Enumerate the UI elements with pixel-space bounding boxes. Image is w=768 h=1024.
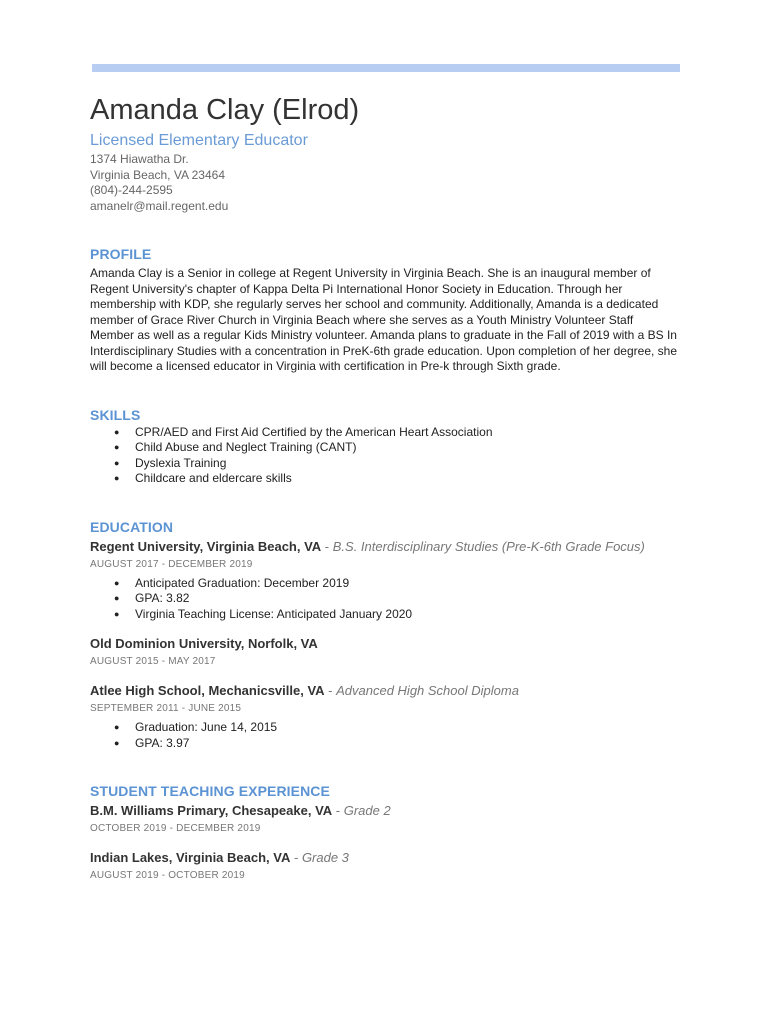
entry-heading bbox=[90, 681, 680, 701]
institution-name: Old Dominion University, Norfolk, VA bbox=[90, 636, 318, 651]
list-item bbox=[90, 425, 680, 441]
entry-heading bbox=[90, 537, 680, 557]
bullet-icon: ● bbox=[114, 442, 120, 452]
degree-name: Advanced High School Diploma bbox=[336, 683, 519, 698]
list-item bbox=[90, 440, 680, 456]
separator: - bbox=[321, 538, 333, 554]
skills-list bbox=[90, 425, 680, 487]
entry-heading bbox=[90, 801, 680, 821]
contact-block bbox=[90, 152, 680, 214]
list-item bbox=[90, 607, 680, 623]
entry-dates: OCTOBER 2019 - DECEMBER 2019 bbox=[90, 823, 261, 834]
list-item bbox=[90, 456, 680, 472]
contact-address-street: 1374 Hiawatha Dr. bbox=[90, 152, 189, 166]
bullet-icon: ● bbox=[114, 473, 120, 483]
skill-text: CPR/AED and First Aid Certified by the American Heart Association bbox=[135, 424, 493, 439]
grade-level: Grade 2 bbox=[343, 803, 391, 818]
institution-name: Atlee High School, Mechanicsville, VA bbox=[90, 683, 325, 698]
separator: - bbox=[290, 850, 302, 865]
bullet-text: Anticipated Graduation: December 2019 bbox=[135, 575, 350, 590]
education-entry bbox=[90, 537, 680, 623]
entry-bullets bbox=[90, 720, 680, 751]
entry-bullets bbox=[90, 576, 680, 623]
education-heading: EDUCATION bbox=[90, 518, 174, 535]
institution-name: Regent University, Virginia Beach, VA bbox=[90, 538, 322, 554]
entry-dates: AUGUST 2019 - OCTOBER 2019 bbox=[90, 870, 245, 881]
skill-text: Childcare and eldercare skills bbox=[135, 471, 292, 485]
skill-text: Child Abuse and Neglect Training (CANT) bbox=[135, 440, 357, 454]
entry-dates: AUGUST 2017 - DECEMBER 2019 bbox=[90, 558, 253, 570]
list-item bbox=[90, 736, 680, 752]
list-item bbox=[90, 576, 680, 592]
entry-dates: AUGUST 2015 - MAY 2017 bbox=[90, 656, 216, 667]
candidate-name: Amanda Clay (Elrod) bbox=[90, 94, 360, 126]
candidate-title: Licensed Elementary Educator bbox=[90, 132, 308, 149]
list-item bbox=[90, 471, 680, 487]
degree-name: B.S. Interdisciplinary Studies (Pre-K-6th Grade Focus) bbox=[332, 538, 645, 554]
header-accent-bar bbox=[92, 64, 680, 72]
bullet-icon: ● bbox=[114, 457, 120, 468]
grade-level: Grade 3 bbox=[301, 850, 349, 865]
bullet-text: GPA: 3.97 bbox=[135, 735, 190, 750]
education-entry bbox=[90, 681, 680, 751]
skills-heading: SKILLS bbox=[90, 406, 141, 423]
list-item bbox=[90, 720, 680, 736]
contact-phone: (804)-244-2595 bbox=[90, 183, 173, 197]
list-item bbox=[90, 591, 680, 607]
resume-page bbox=[90, 90, 680, 883]
bullet-icon: ● bbox=[114, 426, 120, 437]
entry-dates: SEPTEMBER 2011 - JUNE 2015 bbox=[90, 703, 242, 714]
separator: - bbox=[324, 683, 337, 698]
contact-address-city: Virginia Beach, VA 23464 bbox=[90, 167, 225, 182]
bullet-icon: ● bbox=[114, 577, 120, 588]
bullet-text: Virginia Teaching License: Anticipated January 2020 bbox=[135, 606, 413, 621]
profile-text: Amanda Clay is a Senior in college at Regent University in Virginia Beach. She is an inaugural member of Regent University's chapter of Kappa Delta Pi International Honor Society in Education. Through her membership with KDP, she regularly serves her school and community. Additionally, Amanda is a dedicated member of Grace River Church in Virginia Beach where she serves as a Youth Ministry Volunteer Staff Member as well as a regular Kids Ministry volunteer. Amanda plans to graduate in the Fall of 2019 with a BS In Interdisciplinary Studies with a concentration in PreK-6th grade education. Upon completion of her degree, she will become a licensed educator in Virginia with certification in Pre-k through Sixth grade. bbox=[90, 266, 678, 373]
student-teaching-heading: STUDENT TEACHING EXPERIENCE bbox=[90, 783, 330, 799]
separator: - bbox=[332, 803, 344, 818]
bullet-icon: ● bbox=[114, 722, 120, 732]
teaching-entry bbox=[90, 848, 680, 883]
teaching-entry bbox=[90, 801, 680, 836]
bullet-text: Graduation: June 14, 2015 bbox=[135, 720, 278, 734]
school-name: B.M. Williams Primary, Chesapeake, VA bbox=[90, 803, 333, 818]
bullet-icon: ● bbox=[114, 593, 120, 603]
bullet-text: GPA: 3.82 bbox=[135, 591, 190, 605]
entry-heading bbox=[90, 848, 680, 868]
entry-heading bbox=[90, 634, 680, 654]
skill-text: Dyslexia Training bbox=[135, 455, 227, 470]
contact-email: amanelr@mail.regent.edu bbox=[90, 198, 229, 213]
education-entry bbox=[90, 634, 680, 669]
bullet-icon: ● bbox=[114, 737, 120, 748]
profile-heading: PROFILE bbox=[90, 246, 152, 262]
bullet-icon: ● bbox=[114, 608, 120, 619]
school-name: Indian Lakes, Virginia Beach, VA bbox=[90, 850, 291, 865]
